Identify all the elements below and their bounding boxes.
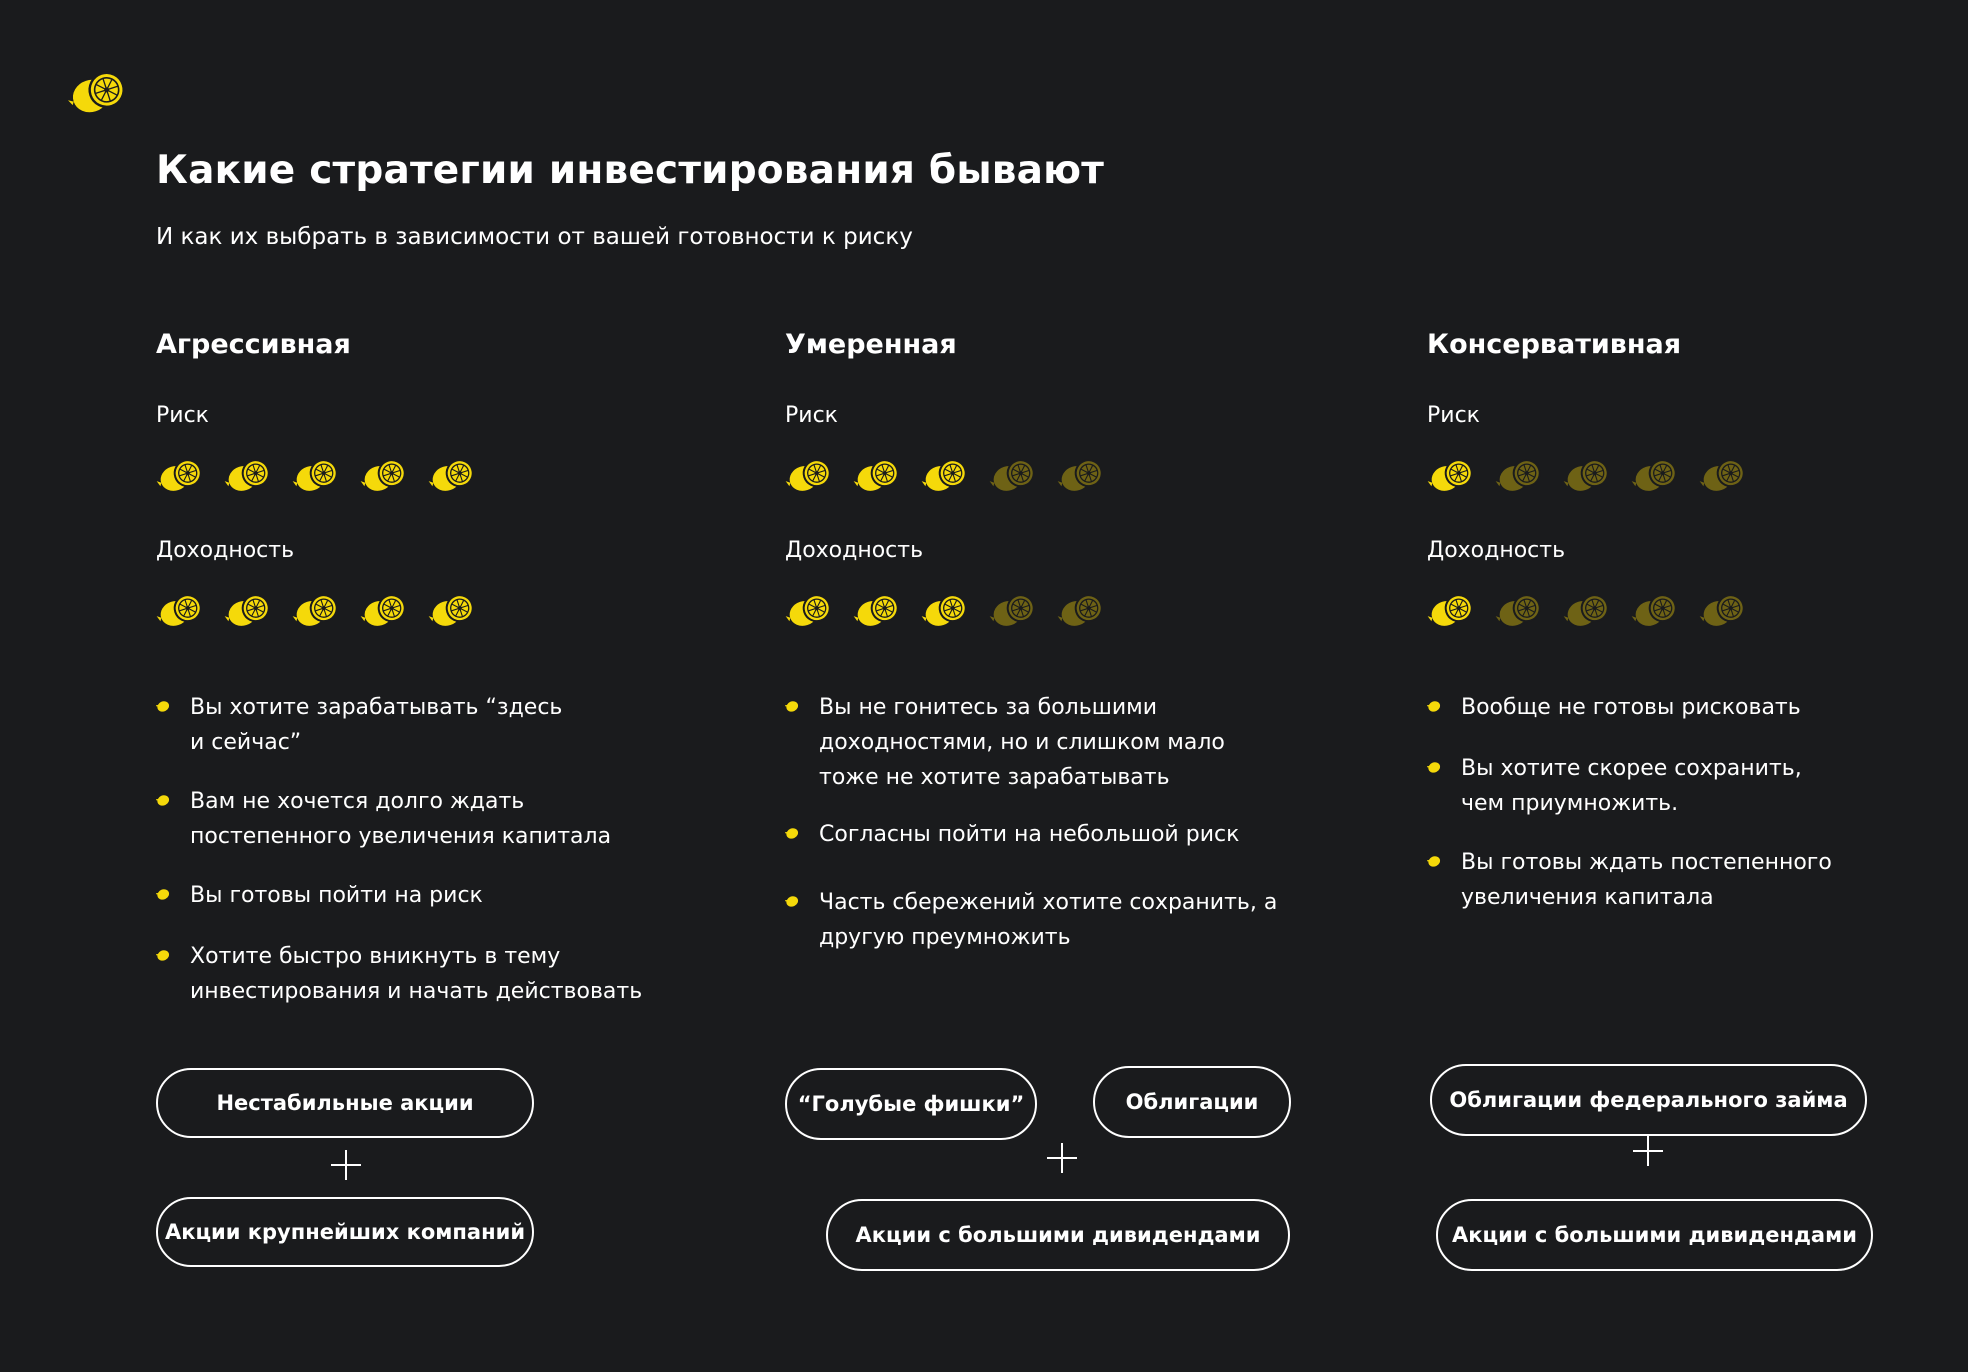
lemon-drop-icon [156,792,170,806]
lemon-drop-icon [156,947,170,961]
list-item-line: Вам не хочется долго ждать [190,789,525,814]
lemon-drop-icon [1427,853,1441,867]
list-item-line: Часть сбережений хотите сохранить, а [819,890,1278,915]
lemon-drop-icon [1427,759,1441,773]
lemon-icon-dim [1495,588,1547,632]
list-item-line: увеличения капитала [1461,885,1714,910]
risk-label: Риск [1427,403,1480,428]
strategy-name: Агрессивная [156,329,351,360]
return-label: Доходность [156,538,295,563]
lemon-icon-dim [989,588,1041,632]
plus-icon [331,1150,361,1180]
lemon-icon-filled [360,453,412,497]
list-item-line: Согласны пойти на небольшой риск [819,822,1240,847]
lemon-icon-filled [360,588,412,632]
lemon-icon-dim [1057,453,1109,497]
lemon-icon-dim [1563,453,1615,497]
page-title: Какие стратегии инвестирования бывают [156,148,1105,193]
list-item-line: Вы хотите скорее сохранить, [1461,756,1802,781]
return-label: Доходность [1427,538,1566,563]
lemon-icon-dim [1699,588,1751,632]
instrument-blue-chip-company-stocks[interactable]: Акции крупнейших компаний [156,1197,534,1267]
lemon-icon-dim [1699,453,1751,497]
strategy-name: Умеренная [785,329,957,360]
list-item-line: Вы готовы пойти на риск [190,883,483,908]
instrument-high-dividend-stocks[interactable]: Акции с большими дивидендами [826,1199,1290,1271]
lemon-icon-filled [1427,453,1479,497]
lemon-icon-filled [785,453,837,497]
lemon-drop-icon [156,886,170,900]
strategy-column-aggressive [156,0,716,1372]
lemon-icon-filled [785,588,837,632]
list-item-line: чем приумножить. [1461,791,1679,816]
lemon-icon-filled [156,453,208,497]
lemon-icon-filled [921,453,973,497]
plus-icon [1047,1143,1077,1173]
list-item-line: постепенного увеличения капитала [190,824,612,849]
strategy-column-conservative [1427,0,1968,1372]
lemon-icon-filled [224,588,276,632]
lemon-logo-icon [66,66,134,118]
list-item-line: и сейчас” [190,730,302,755]
lemon-icon-dim [1563,588,1615,632]
return-label: Доходность [785,538,924,563]
lemon-icon-filled [1427,588,1479,632]
lemon-icon-filled [428,588,480,632]
lemon-icon-filled [156,588,208,632]
lemon-drop-icon [785,698,799,712]
lemon-drop-icon [785,893,799,907]
page-subtitle: И как их выбрать в зависимости от вашей готовности к риску [156,224,913,250]
lemon-icon-filled [428,453,480,497]
lemon-icon-filled [224,453,276,497]
return-rating [1427,588,1727,632]
list-item-line: доходностями, но и слишком мало [819,730,1225,755]
list-item-line: Вы готовы ждать постепенного [1461,850,1832,875]
instrument-federal-loan-bonds[interactable]: Облигации федерального займа [1430,1064,1867,1136]
lemon-icon-dim [1057,588,1109,632]
lemon-drop-icon [785,825,799,839]
list-item-line: инвестирования и начать действовать [190,979,643,1004]
lemon-icon-dim [1631,588,1683,632]
risk-rating [785,453,1085,497]
return-rating [156,588,456,632]
lemon-drop-icon [156,698,170,712]
lemon-icon-filled [921,588,973,632]
strategy-name: Консервативная [1427,329,1682,360]
risk-rating [1427,453,1727,497]
list-item-line: Вообще не готовы рисковать [1461,695,1801,720]
instrument-blue-chips[interactable]: “Голубые фишки” [785,1068,1037,1140]
list-item-line: Вы не гонитесь за большими [819,695,1158,720]
list-item-line: другую преумножить [819,925,1071,950]
list-item-line: Вы хотите зарабатывать “здесь [190,695,563,720]
risk-label: Риск [785,403,838,428]
risk-rating [156,453,456,497]
lemon-icon-dim [1495,453,1547,497]
plus-icon [1633,1136,1663,1166]
lemon-icon-dim [1631,453,1683,497]
risk-label: Риск [156,403,209,428]
lemon-icon-filled [292,588,344,632]
lemon-icon-dim [989,453,1041,497]
strategy-column-moderate [785,0,1345,1372]
instrument-high-dividend-stocks[interactable]: Акции с большими дивидендами [1436,1199,1873,1271]
lemon-drop-icon [1427,698,1441,712]
lemon-icon-filled [853,453,905,497]
list-item-line: тоже не хотите зарабатывать [819,765,1170,790]
return-rating [785,588,1085,632]
lemon-icon-filled [853,588,905,632]
lemon-icon-filled [292,453,344,497]
list-item-line: Хотите быстро вникнуть в тему [190,944,561,969]
instrument-unstable-stocks[interactable]: Нестабильные акции [156,1068,534,1138]
instrument-bonds[interactable]: Облигации [1093,1066,1291,1138]
